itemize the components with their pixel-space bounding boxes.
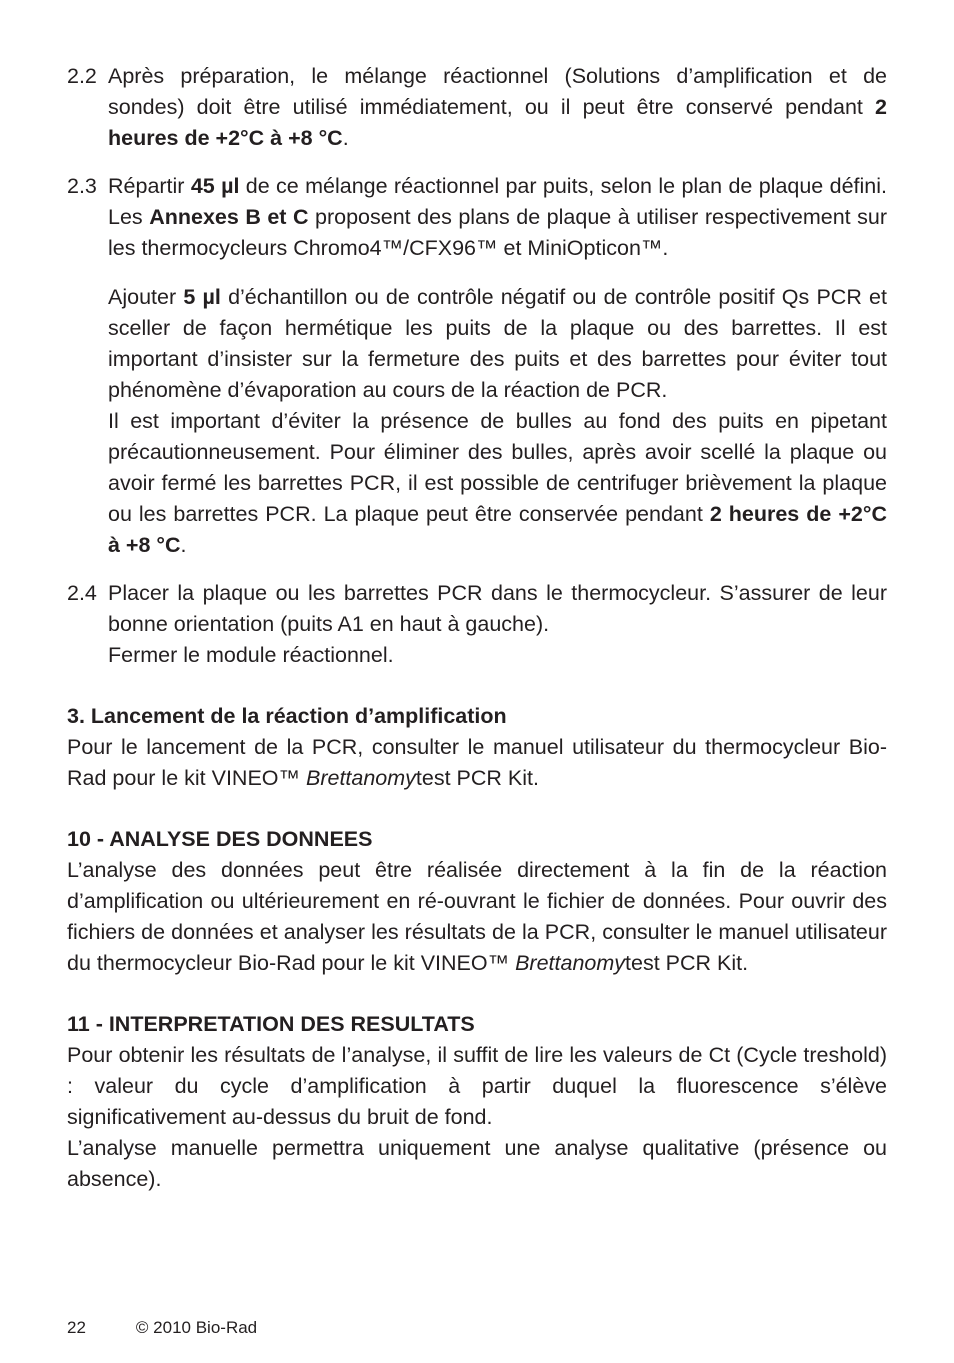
section-10-text — [67, 855, 887, 979]
text: . — [342, 126, 349, 150]
text: . — [180, 533, 187, 557]
step-2-4 — [67, 578, 887, 671]
step-number: 2.2 — [67, 64, 97, 88]
document-page — [67, 61, 887, 1195]
step-number: 2.3 — [67, 174, 97, 198]
section-11-paragraph-2: L’analyse manuelle permettra uniquement une analyse qualitative (présence ou absence). — [67, 1136, 887, 1191]
section-11-paragraph-1: Pour obtenir les résultats de l’analyse, il suffit de lire les valeurs de Ct (Cycle treshold) : valeur du cycle d’amplification à partir duquel la fluorescence s’élève significativement au-dessus du bruit de fond. — [67, 1043, 887, 1129]
section-10-heading: 10 - ANALYSE DES DONNEES — [67, 827, 373, 851]
page-footer — [67, 1317, 257, 1339]
step-2-4-line-1: Placer la plaque ou les barrettes PCR dans le thermocycleur. S’assurer de leur bonne orientation (puits A1 en haut à gauche). — [108, 581, 887, 636]
text: de ce mélange réactionnel par puits, selon le plan de plaque défini. Les — [108, 174, 887, 229]
step-2-3-paragraph-2 — [108, 282, 887, 406]
section-3-heading: 3. Lancement de la réaction d’amplification — [67, 704, 507, 728]
step-number: 2.4 — [67, 581, 97, 605]
copyright: © 2010 Bio-Rad — [135, 1318, 258, 1337]
bold-text: Annexes B et C — [149, 205, 309, 229]
step-2-2-text — [108, 61, 887, 154]
text: L’analyse des données peut être réalisée directement à la fin de la réaction d’amplification ou ultérieurement en ré-ouvrant le fichier de données. Pour ouvrir des fichiers de données et analyser les résultats de la PCR, consulter le manuel utilisateur du thermocycleur Bio-Rad pour le kit VINEO™ — [67, 858, 887, 975]
bold-text: 45 µl — [190, 174, 240, 198]
italic-text: Brettanomy — [515, 951, 626, 975]
bold-text: 2 heures de +2°C à +8 °C — [108, 95, 887, 150]
text: Après préparation, le mélange réactionnel (Solutions d’amplification et de sondes) doit être utilisé immédiatement, ou il peut être conservé pendant — [108, 64, 887, 119]
step-2-2 — [67, 61, 887, 154]
text: Répartir — [108, 174, 191, 198]
text: d’échantillon ou de contrôle négatif ou de contrôle positif Qs PCR et sceller de façon hermétique les puits de la plaque ou des barrettes. Il est important d’insister sur la fermeture des puits et des barrettes pour éviter tout phénomène d’évaporation au cours de la réaction de PCR. — [108, 285, 887, 402]
section-3-text — [67, 732, 887, 794]
step-2-3-paragraph-1 — [108, 171, 887, 264]
section-11-heading: 11 - INTERPRETATION DES RESULTATS — [67, 1012, 475, 1036]
page-number: 22 — [67, 1318, 86, 1337]
text: test PCR Kit. — [625, 951, 749, 975]
step-2-3 — [67, 171, 887, 561]
step-2-4-line-2: Fermer le module réactionnel. — [108, 643, 394, 667]
step-2-3-paragraph-3 — [108, 406, 887, 561]
bold-text: 5 µl — [183, 285, 221, 309]
text: proposent des plans de plaque à utiliser respectivement sur les thermocycleurs Chromo4™/CFX96™ et MiniOpticon™. — [108, 205, 888, 260]
text: Il est important d’éviter la présence de bulles au fond des puits en pipetant précautionneusement. Pour éliminer des bulles, après avoir scellé la plaque ou avoir fermé les barrettes PCR, il est possible de centrifuger brièvement la plaque ou les barrettes PCR. La plaque peut être conservée pendant — [108, 409, 887, 526]
text: Ajouter — [108, 285, 184, 309]
text: Pour le lancement de la PCR, consulter le manuel utilisateur du thermocycleur Bio-Rad pour le kit VINEO™ — [67, 735, 887, 790]
bold-text: 2 heures de +2°C à +8 °C — [108, 502, 887, 557]
italic-text: Brettanomy — [305, 766, 416, 790]
text: test PCR Kit. — [415, 766, 539, 790]
